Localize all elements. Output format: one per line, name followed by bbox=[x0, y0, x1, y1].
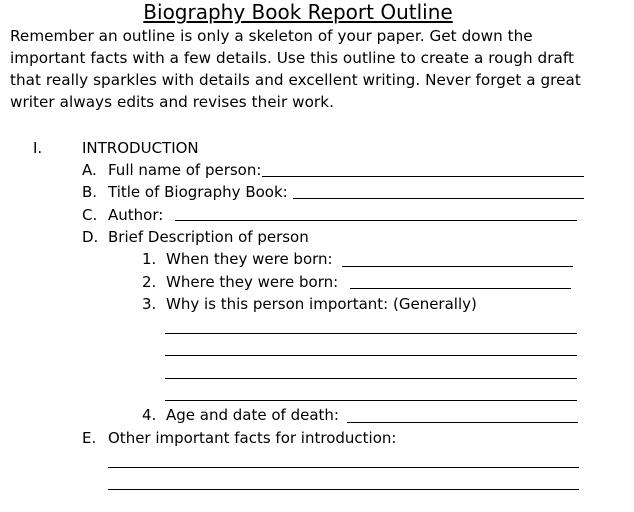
item-a-letter: A. bbox=[82, 161, 97, 179]
other-facts-blank-1[interactable] bbox=[108, 467, 579, 468]
item-d-letter: D. bbox=[82, 228, 99, 246]
intro-line-2: important facts with a few details. Use this outline to create a rough draft bbox=[10, 49, 574, 67]
sub-3-label: Why is this person important: (Generally) bbox=[166, 295, 477, 313]
sub-4-label: Age and date of death: bbox=[166, 406, 339, 424]
other-facts-blank-2[interactable] bbox=[108, 489, 579, 490]
sub-4-number: 4. bbox=[142, 406, 157, 424]
item-e-letter: E. bbox=[82, 429, 97, 447]
item-a-label: Full name of person: bbox=[108, 161, 262, 179]
section-numeral: I. bbox=[33, 139, 43, 157]
item-b-label: Title of Biography Book: bbox=[108, 183, 288, 201]
death-blank[interactable] bbox=[347, 422, 578, 423]
born-place-blank[interactable] bbox=[350, 288, 571, 289]
item-d-label: Brief Description of person bbox=[108, 228, 309, 246]
sub-1-number: 1. bbox=[142, 250, 157, 268]
sub-1-label: When they were born: bbox=[166, 250, 333, 268]
intro-line-3: that really sparkles with details and excellent writing. Never forget a great bbox=[10, 71, 581, 89]
item-b-letter: B. bbox=[82, 183, 98, 201]
full-name-blank[interactable] bbox=[262, 176, 584, 177]
author-blank[interactable] bbox=[175, 220, 577, 221]
item-e-label: Other important facts for introduction: bbox=[108, 429, 397, 447]
page-title: Biography Book Report Outline bbox=[143, 0, 453, 24]
importance-blank-4[interactable] bbox=[165, 400, 577, 401]
item-c-letter: C. bbox=[82, 206, 98, 224]
importance-blank-1[interactable] bbox=[165, 333, 577, 334]
born-date-blank[interactable] bbox=[342, 266, 573, 267]
sub-3-number: 3. bbox=[142, 295, 157, 313]
sub-2-number: 2. bbox=[142, 273, 157, 291]
book-title-blank[interactable] bbox=[293, 198, 584, 199]
importance-blank-2[interactable] bbox=[165, 355, 577, 356]
section-heading: INTRODUCTION bbox=[82, 139, 199, 157]
importance-blank-3[interactable] bbox=[165, 378, 577, 379]
sub-2-label: Where they were born: bbox=[166, 273, 339, 291]
intro-line-1: Remember an outline is only a skeleton of your paper. Get down the bbox=[10, 27, 533, 45]
item-c-label: Author: bbox=[108, 206, 164, 224]
intro-line-4: writer always edits and revises their work. bbox=[10, 93, 334, 111]
